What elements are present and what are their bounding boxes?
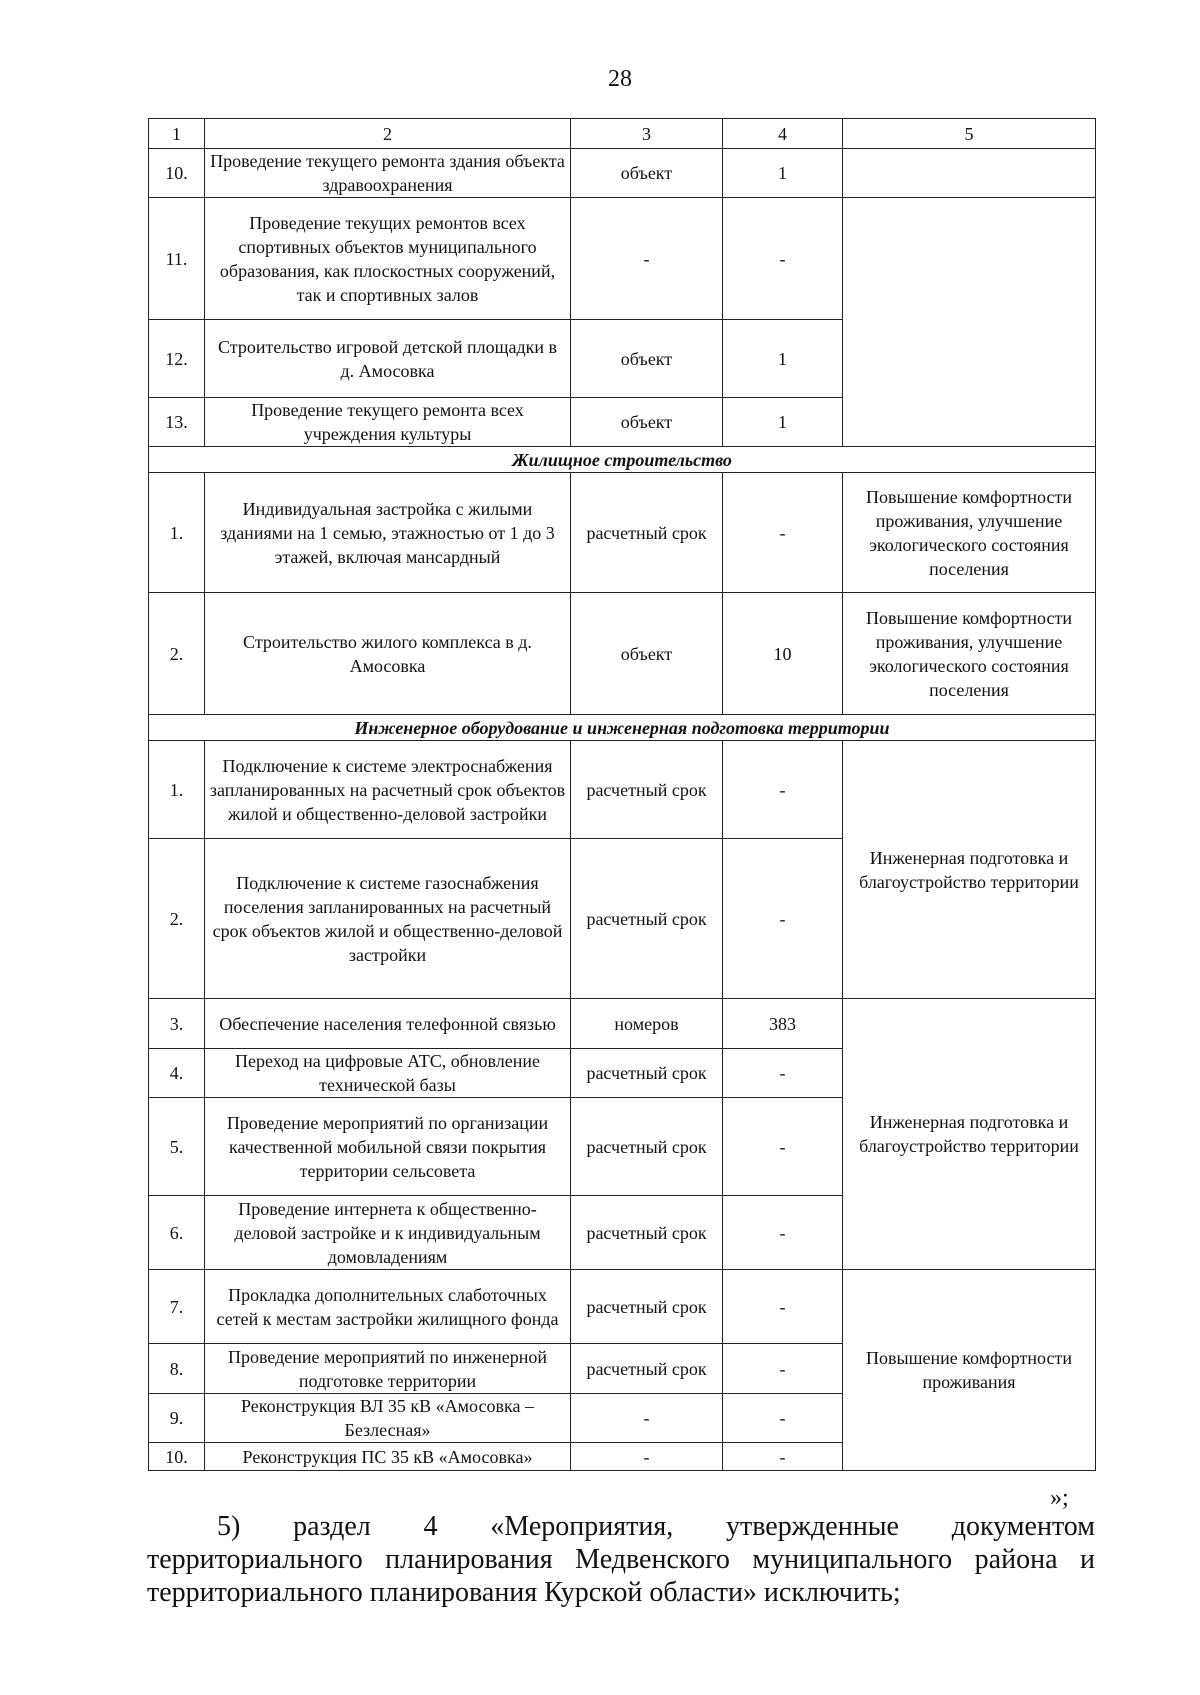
unit-cell: номеров <box>571 999 723 1049</box>
measure-name: Реконструкция ВЛ 35 кВ «Амосовка – Безлесная» <box>205 1394 571 1443</box>
unit-cell: - <box>571 1443 723 1471</box>
measure-name: Индивидуальная застройка с жилыми зданиями на 1 семью, этажностью от 1 до 3 этажей, включая мансардный <box>205 473 571 593</box>
measure-name: Проведение текущих ремонтов всех спортивных объектов муниципального образования, как плоскостных сооружений, так и спортивных залов <box>205 198 571 320</box>
closing-quote: »; <box>1050 1485 1069 1511</box>
measure-name: Обеспечение населения телефонной связью <box>205 999 571 1049</box>
table-row <box>149 473 1096 593</box>
quantity-cell: - <box>723 1049 843 1098</box>
quantity-cell: - <box>723 1443 843 1471</box>
unit-cell: - <box>571 198 723 320</box>
quantity-cell: 383 <box>723 999 843 1049</box>
unit-cell: расчетный срок <box>571 839 723 999</box>
note-cell: Повышение комфортности проживания, улучшение экологического состояния поселения <box>843 473 1096 593</box>
unit-cell: расчетный срок <box>571 1270 723 1344</box>
quantity-cell: 1 <box>723 398 843 447</box>
row-number: 12. <box>149 320 205 398</box>
quantity-cell: - <box>723 198 843 320</box>
measure-name: Реконструкция ПС 35 кВ «Амосовка» <box>205 1443 571 1471</box>
section-title-engineering: Инженерное оборудование и инженерная подготовка территории <box>149 715 1096 741</box>
header-cell: 2 <box>205 119 571 149</box>
table-row <box>149 149 1096 198</box>
measure-name: Строительство жилого комплекса в д. Амосовка <box>205 593 571 715</box>
paragraph-first-line: 5) раздел 4 «Мероприятия, утвержденные документом <box>217 1511 1095 1542</box>
row-number: 13. <box>149 398 205 447</box>
header-cell: 1 <box>149 119 205 149</box>
paragraph-continuation: территориального планирования Медвенского муниципального района и территориального планирования Курской области» исключить; <box>147 1544 1095 1608</box>
measure-name: Прокладка дополнительных слаботочных сетей к местам застройки жилищного фонда <box>205 1270 571 1344</box>
unit-cell: объект <box>571 398 723 447</box>
quantity-cell: 1 <box>723 320 843 398</box>
quantity-cell: - <box>723 741 843 839</box>
table-row <box>149 1270 1096 1344</box>
unit-cell: объект <box>571 593 723 715</box>
header-cell: 4 <box>723 119 843 149</box>
unit-cell: расчетный срок <box>571 473 723 593</box>
table-row <box>149 198 1096 320</box>
note-cell: Повышение комфортности проживания, улучшение экологического состояния поселения <box>843 593 1096 715</box>
unit-cell: расчетный срок <box>571 741 723 839</box>
measure-name: Проведение мероприятий по организации качественной мобильной связи покрытия территории сельсовета <box>205 1098 571 1196</box>
row-number: 7. <box>149 1270 205 1344</box>
quantity-cell: 1 <box>723 149 843 198</box>
quantity-cell: - <box>723 1196 843 1270</box>
table-row <box>149 999 1096 1049</box>
header-cell: 3 <box>571 119 723 149</box>
unit-cell: расчетный срок <box>571 1196 723 1270</box>
measure-name: Переход на цифровые АТС, обновление технической базы <box>205 1049 571 1098</box>
quantity-cell: - <box>723 1344 843 1394</box>
measure-name: Подключение к системе газоснабжения поселения запланированных на расчетный срок объектов жилой и общественно-деловой застройки <box>205 839 571 999</box>
unit-cell: объект <box>571 149 723 198</box>
header-cell: 5 <box>843 119 1096 149</box>
row-number: 10. <box>149 1443 205 1471</box>
quantity-cell: - <box>723 473 843 593</box>
unit-cell: объект <box>571 320 723 398</box>
row-number: 2. <box>149 593 205 715</box>
quantity-cell: - <box>723 839 843 999</box>
row-number: 3. <box>149 999 205 1049</box>
measure-name: Подключение к системе электроснабжения запланированных на расчетный срок объектов жилой и общественно-деловой застройки <box>205 741 571 839</box>
row-number: 11. <box>149 198 205 320</box>
measure-name: Проведение текущего ремонта всех учреждения культуры <box>205 398 571 447</box>
row-number: 2. <box>149 839 205 999</box>
quantity-cell: 10 <box>723 593 843 715</box>
quantity-cell: - <box>723 1270 843 1344</box>
row-number: 4. <box>149 1049 205 1098</box>
note-cell: Инженерная подготовка и благоустройство территории <box>843 999 1096 1270</box>
note-cell: Повышение комфортности проживания <box>843 1270 1096 1471</box>
measure-name: Проведение интернета к общественно-деловой застройке и к индивидуальным домовладениям <box>205 1196 571 1270</box>
unit-cell: расчетный срок <box>571 1049 723 1098</box>
row-number: 9. <box>149 1394 205 1443</box>
table-row <box>149 741 1096 839</box>
amendment-paragraph <box>147 1510 1095 1609</box>
unit-cell: расчетный срок <box>571 1344 723 1394</box>
unit-cell: расчетный срок <box>571 1098 723 1196</box>
unit-cell: - <box>571 1394 723 1443</box>
measure-name: Проведение мероприятий по инженерной подготовке территории <box>205 1344 571 1394</box>
page-number: 28 <box>608 66 632 92</box>
row-number: 5. <box>149 1098 205 1196</box>
quantity-cell: - <box>723 1394 843 1443</box>
measures-table <box>148 118 1096 1471</box>
section-header-row <box>149 447 1096 473</box>
quantity-cell: - <box>723 1098 843 1196</box>
row-number: 8. <box>149 1344 205 1394</box>
table-header-row <box>149 119 1096 149</box>
row-number: 1. <box>149 741 205 839</box>
row-number: 10. <box>149 149 205 198</box>
measure-name: Строительство игровой детской площадки в д. Амосовка <box>205 320 571 398</box>
measure-name: Проведение текущего ремонта здания объекта здравоохранения <box>205 149 571 198</box>
note-cell <box>843 149 1096 198</box>
note-cell: Инженерная подготовка и благоустройство территории <box>843 741 1096 999</box>
row-number: 1. <box>149 473 205 593</box>
table-row <box>149 593 1096 715</box>
note-cell <box>843 198 1096 447</box>
section-title-housing: Жилищное строительство <box>149 447 1096 473</box>
row-number: 6. <box>149 1196 205 1270</box>
section-header-row <box>149 715 1096 741</box>
